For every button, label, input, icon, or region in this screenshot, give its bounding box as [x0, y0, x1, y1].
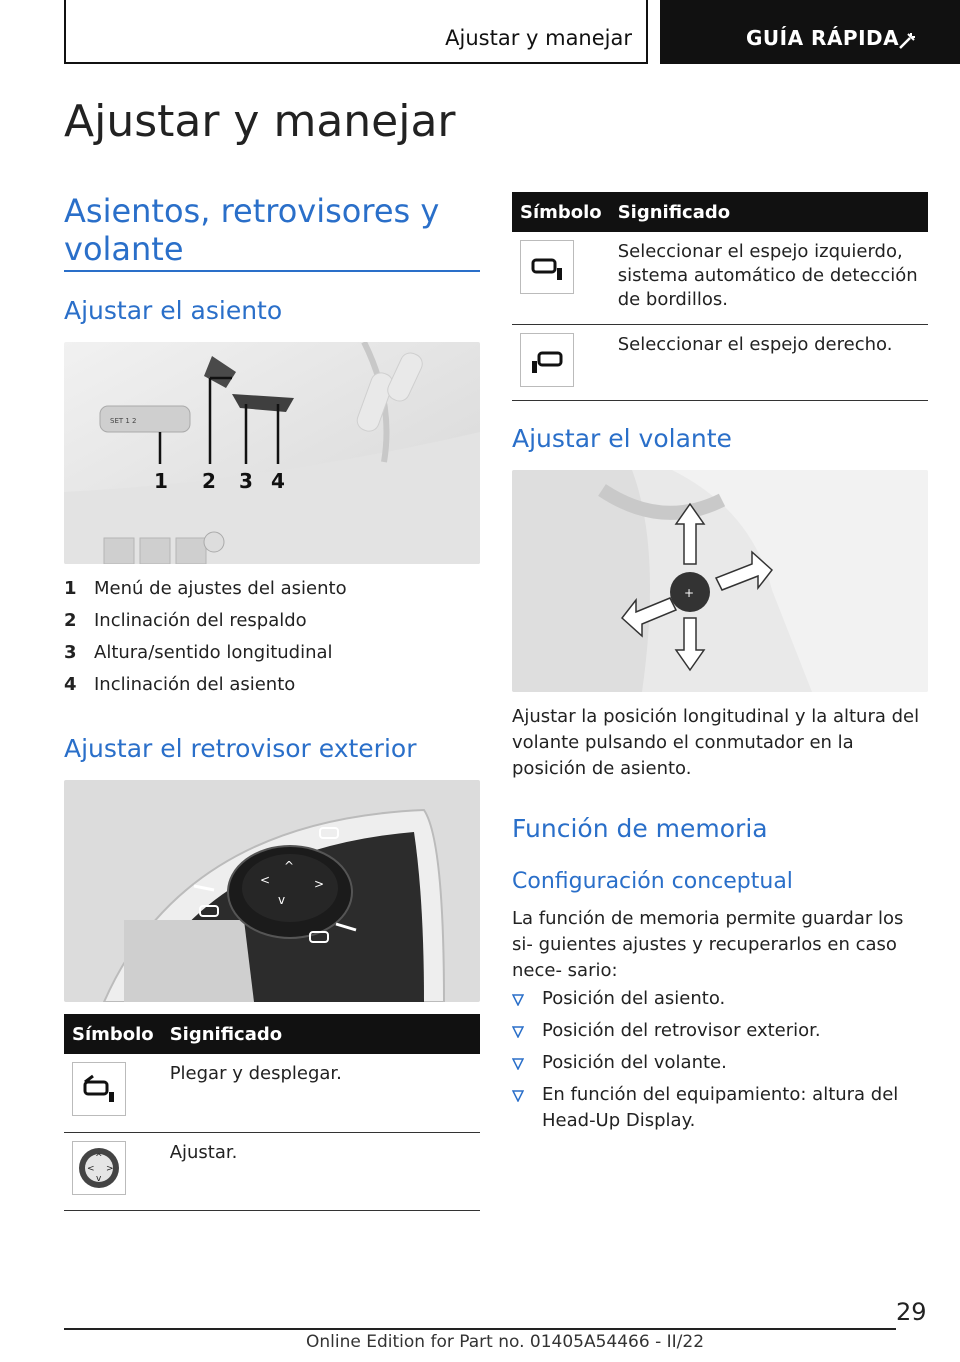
callout-2: 2: [202, 469, 216, 493]
row-meaning: Seleccionar el espejo izquierdo, sistema automático de detección de bordillos.: [610, 232, 928, 325]
svg-text:>: >: [314, 877, 325, 891]
callout-3: 3: [239, 469, 253, 493]
mirror-adjust-icon: [72, 1141, 126, 1195]
svg-text:v: v: [96, 1173, 102, 1184]
list-item: [512, 986, 928, 1012]
header-guide-label: GUÍA RÁPIDA: [746, 26, 900, 50]
svg-text:^: ^: [284, 859, 295, 873]
item-number: 3: [64, 642, 77, 663]
mirror-controls-photo: [64, 780, 480, 1002]
item-text: Inclinación del respaldo: [94, 610, 307, 631]
table-header-row: [512, 192, 928, 232]
col-meaning-header: Significado: [162, 1014, 480, 1054]
row-meaning: Ajustar.: [162, 1132, 480, 1210]
col-meaning-header: Significado: [610, 192, 928, 232]
footer-rule: [64, 1328, 896, 1330]
quick-guide-icon: [896, 30, 918, 52]
seat-list-item: [64, 642, 333, 663]
item-number: 4: [64, 674, 77, 695]
bullet-triangle-icon: [512, 994, 524, 1006]
col-symbol-header: Símbolo: [512, 192, 610, 232]
seat-list-item: [64, 674, 295, 695]
table-row: [64, 1132, 480, 1210]
mirror-heading: Ajustar el retrovisor exterior: [64, 734, 417, 763]
svg-text:+: +: [684, 586, 695, 600]
bullet-text: Posición del asiento.: [542, 988, 726, 1009]
mirror-right-icon: [520, 333, 574, 387]
page-title: Ajustar y manejar: [64, 96, 456, 147]
steering-adjust-photo: [512, 470, 928, 692]
bullet-triangle-icon: [512, 1026, 524, 1038]
row-meaning: Plegar y desplegar.: [162, 1054, 480, 1132]
mirror-symbol-table: [64, 1014, 480, 1211]
page-number: 29: [896, 1298, 927, 1326]
list-item: [512, 1050, 928, 1076]
item-text: Inclinación del asiento: [94, 674, 296, 695]
bullet-text: Posición del retrovisor exterior.: [542, 1020, 821, 1041]
wheel-description: Ajustar la posición longitudinal y la altura del volante pulsando el conmutador en la posición de asiento.: [512, 706, 920, 779]
svg-text:<: <: [260, 873, 271, 887]
item-text: Menú de ajustes del asiento: [94, 578, 347, 599]
bullet-text: Posición del volante.: [542, 1052, 727, 1073]
bullet-text: En función del equipamiento: altura del Head-Up Display.: [542, 1084, 899, 1131]
section-rule: [64, 270, 480, 272]
table-row: [512, 232, 928, 325]
svg-text:^: ^: [95, 1152, 103, 1163]
svg-text:>: >: [106, 1163, 114, 1174]
svg-text:v: v: [278, 893, 286, 907]
mirror-fold-icon: [72, 1062, 126, 1116]
seat-list-item: [64, 578, 347, 599]
item-number: 1: [64, 578, 77, 599]
header-guide-tab: [660, 0, 960, 64]
seat-list-item: [64, 610, 307, 631]
item-number: 2: [64, 610, 77, 631]
list-item: [512, 1018, 928, 1044]
header-section-label: Ajustar y manejar: [445, 26, 632, 50]
memory-subheading: Configuración conceptual: [512, 869, 793, 894]
bullet-triangle-icon: [512, 1090, 524, 1102]
callout-1: 1: [154, 469, 168, 493]
memory-intro: La función de memoria permite guardar los si- guientes ajustes y recuperarlos en caso nece- sario:: [512, 908, 904, 981]
seat-controls-photo: [64, 342, 480, 564]
header-section-tab: [64, 0, 648, 64]
callout-4: 4: [271, 469, 285, 493]
bullet-triangle-icon: [512, 1058, 524, 1070]
seat-heading: Ajustar el asiento: [64, 296, 283, 325]
footer-edition: Online Edition for Part no. 01405A54466 - II/22: [306, 1332, 705, 1352]
list-item: [512, 1082, 928, 1134]
table-header-row: [64, 1014, 480, 1054]
section-title: Asientos, retrovisores y volante: [64, 192, 440, 268]
item-text: Altura/sentido longitudinal: [94, 642, 333, 663]
row-meaning: Seleccionar el espejo derecho.: [610, 325, 928, 401]
table-row: [64, 1054, 480, 1132]
mirror-left-icon: [520, 240, 574, 294]
memory-heading: Función de memoria: [512, 814, 768, 843]
wheel-heading: Ajustar el volante: [512, 424, 732, 453]
col-symbol-header: Símbolo: [64, 1014, 162, 1054]
table-row: [512, 325, 928, 401]
svg-text:<: <: [87, 1163, 95, 1174]
mirror-select-table: [512, 192, 928, 401]
svg-text:SET 1 2: SET 1 2: [110, 417, 137, 425]
